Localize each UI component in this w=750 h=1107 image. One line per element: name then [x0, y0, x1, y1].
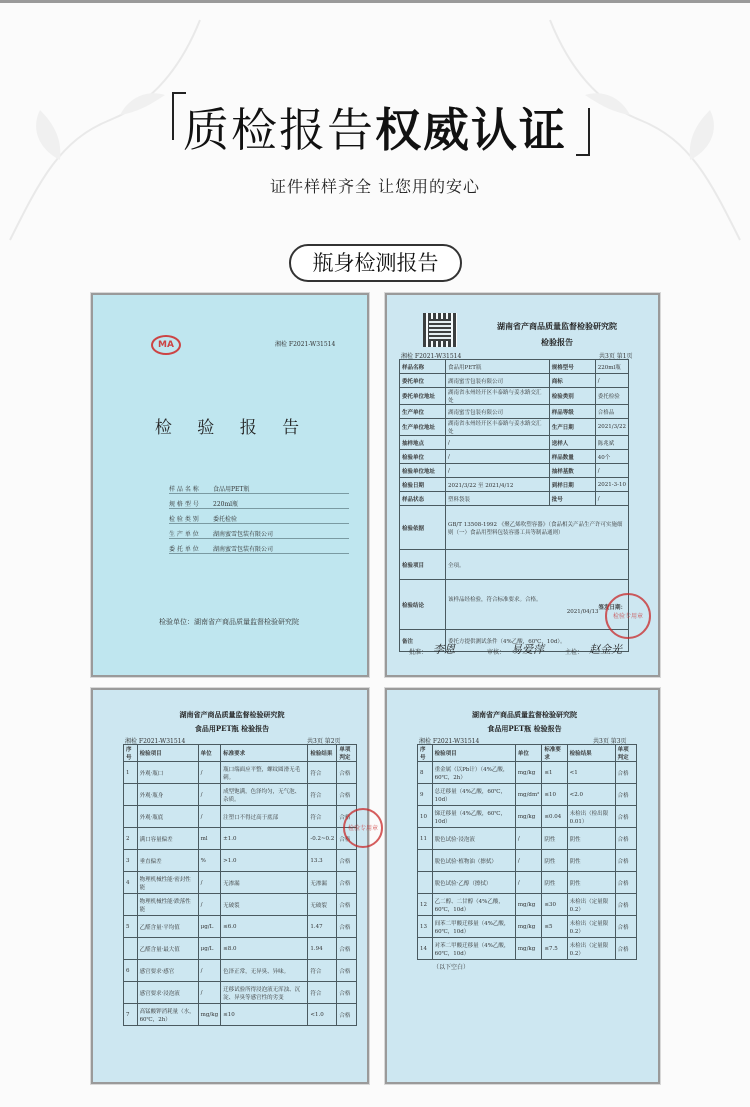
report-info-row: [400, 436, 629, 450]
conclusion-label: 检验结论: [400, 580, 446, 630]
cover-field-value: 湖南蜜雪包装有限公司: [213, 531, 274, 538]
cover-field-row: [169, 526, 349, 539]
table-row: [418, 872, 637, 894]
table-cell: 脱色试验·浸泡液: [432, 828, 515, 850]
table-cell: 合格: [615, 938, 636, 960]
info-label: 委托单位地址: [400, 388, 446, 405]
table-cell: mg/kg: [515, 806, 542, 828]
info-value: 湖南省永州经开区丰泰路与姜水路交汇处: [446, 419, 550, 436]
table-cell: 阴性: [567, 850, 615, 872]
conclusion-value: 该样品经检验，符合标准要求。合格。: [448, 596, 542, 603]
detail2-report-number: 湘检 F2021-W31514: [125, 738, 186, 745]
review-signature: 易爱萍: [511, 643, 544, 656]
table-cell: 成型饱满，色泽均匀，无气泡、杂质。: [221, 784, 308, 806]
detail3-page: 共3页 第3页: [593, 738, 627, 745]
table-cell: 未检出（检出限0.01）: [567, 806, 615, 828]
table-cell: 符合: [308, 762, 337, 784]
basis-label: 检验依据: [400, 506, 446, 550]
table-row: [124, 850, 357, 872]
table-cell: 合格: [337, 960, 357, 982]
table-cell: 14: [418, 938, 433, 960]
detail3-institute: 湖南省产商品质量监督检验研究院: [472, 710, 577, 719]
chief-label: 主检：: [565, 649, 584, 656]
conclusion-cell: [446, 580, 629, 630]
info-value: /: [446, 450, 550, 464]
table-row: [124, 916, 357, 938]
cover-title: 检 验 报 告: [154, 418, 310, 438]
inspection-stamp: 检验专用章: [605, 593, 651, 639]
table-cell: ≤10: [542, 784, 567, 806]
section-label-badge: 瓶身检测报告: [289, 244, 462, 282]
table-cell: 符合: [308, 960, 337, 982]
info-label: 批号: [549, 492, 595, 506]
table-cell: 阴性: [542, 850, 567, 872]
table-cell: 总迁移量（4%乙酸，60℃，10d）: [432, 784, 515, 806]
table-cell: 垂直偏差: [137, 850, 198, 872]
info-value: 合格品: [595, 405, 628, 419]
table-cell: 瓶口端面应平整，螺纹圆滑无毛刺。: [221, 762, 308, 784]
table-cell: [124, 784, 138, 806]
table-row: [418, 938, 637, 960]
table-row: [418, 894, 637, 916]
info-label: 样品状态: [400, 492, 446, 506]
column-header: 单位: [198, 745, 220, 762]
table-cell: 1: [124, 762, 138, 784]
column-header: 单项判定: [337, 745, 357, 762]
table-cell: -0.2~0.2: [308, 828, 337, 850]
cover-field-row: [169, 511, 349, 524]
table-cell: ±1.0: [221, 828, 308, 850]
info-value: /: [595, 374, 628, 388]
column-header: 检验结果: [308, 745, 337, 762]
table-cell: ≤7.5: [542, 938, 567, 960]
table-cell: 1.47: [308, 916, 337, 938]
table-row: [124, 982, 357, 1004]
table-cell: mg/kg: [515, 762, 542, 784]
table-cell: /: [198, 784, 220, 806]
table-cell: 阴性: [542, 828, 567, 850]
table-cell: >1.0: [221, 850, 308, 872]
table-cell: 无渗漏: [221, 872, 308, 894]
info-label: 样品数量: [549, 450, 595, 464]
items-value: 全项。: [446, 550, 629, 580]
info-value: 40个: [595, 450, 628, 464]
table-cell: 13.3: [308, 850, 337, 872]
report-info-row: [400, 478, 629, 492]
table-cell: 对苯二甲酸迁移量（4%乙酸，60℃，10d）: [432, 938, 515, 960]
table-cell: mg/dm²: [515, 784, 542, 806]
table-cell: 未检出（定量限0.2）: [567, 916, 615, 938]
table-row: [418, 762, 637, 784]
info-label: 生产单位地址: [400, 419, 446, 436]
table-cell: 合格: [615, 894, 636, 916]
table-cell: mg/kg: [198, 1004, 220, 1026]
column-header: 检验结果: [567, 745, 615, 762]
table-cell: 合格: [615, 872, 636, 894]
page-subtitle: 证件样样齐全 让您用的安心: [269, 177, 481, 196]
info-value: /: [595, 492, 628, 506]
table-cell: 合格: [615, 850, 636, 872]
table-cell: [418, 850, 433, 872]
table-cell: 乙二醇、二甘醇（4%乙酸，60℃，10d）: [432, 894, 515, 916]
table-cell: 感官要求·感官: [137, 960, 198, 982]
table-cell: 无渗漏: [308, 872, 337, 894]
info-value: 委托检验: [595, 388, 628, 405]
table-cell: 合格: [337, 894, 357, 916]
table-cell: ≤0.04: [542, 806, 567, 828]
cover-field-label: 生 产 单 位: [169, 531, 199, 538]
title-thin-text: 质检报告: [183, 103, 375, 157]
table-cell: ≤1: [542, 762, 567, 784]
report-info-table: [399, 359, 629, 506]
column-header: 检验项目: [432, 745, 515, 762]
info-value: 2021/3/22: [595, 419, 628, 436]
cover-fields: [169, 481, 349, 556]
table-cell: 色泽正常，无异臭、异味。: [221, 960, 308, 982]
table-cell: 7: [124, 1004, 138, 1026]
table-cell: 合格: [337, 806, 357, 828]
detail3-title: 食品用PET瓶 检验报告: [487, 724, 562, 733]
table-cell: <2.0: [567, 784, 615, 806]
table-cell: 5: [124, 916, 138, 938]
table-cell: 满口容量偏差: [137, 828, 198, 850]
detail3-table: [417, 744, 637, 960]
info-value: 陈兆斌: [595, 436, 628, 450]
chief-signature: 赵金光: [589, 643, 622, 656]
table-cell: 12: [418, 894, 433, 916]
info-value: 220ml瓶: [595, 360, 628, 374]
report-info-row: [400, 405, 629, 419]
cover-field-row: [169, 541, 349, 554]
info-label: 检验单位: [400, 450, 446, 464]
info-value: 湖南蜜雪包装有限公司: [446, 405, 550, 419]
table-cell: 阴性: [542, 872, 567, 894]
table-cell: <1: [567, 762, 615, 784]
table-cell: mg/kg: [515, 894, 542, 916]
info-value: 2021-3-10: [595, 478, 628, 492]
report-info-row: [400, 492, 629, 506]
table-cell: /: [198, 894, 220, 916]
table-cell: 符合: [308, 784, 337, 806]
table-cell: 合格: [615, 806, 636, 828]
detail2-institute: 湖南省产商品质量监督检验研究院: [179, 710, 285, 719]
table-cell: 符合: [308, 806, 337, 828]
table-row: [418, 916, 637, 938]
table-row: [124, 960, 357, 982]
table-cell: ml: [198, 828, 220, 850]
info-value: 食品用PET瓶: [446, 360, 550, 374]
cover-field-value: 委托检验: [213, 516, 238, 523]
column-header: 单项判定: [615, 745, 636, 762]
info-label: 抽样地点: [400, 436, 446, 450]
info-label: 商标: [549, 374, 595, 388]
table-row: [418, 850, 637, 872]
table-cell: /: [198, 982, 220, 1004]
table-cell: 感官要求·浸泡液: [137, 982, 198, 1004]
cover-field-value: 220ml瓶: [213, 501, 239, 508]
table-cell: %: [198, 850, 220, 872]
report-info-row: [400, 464, 629, 478]
column-header: 序号: [124, 745, 138, 762]
table-cell: 合格: [337, 1004, 357, 1026]
table-cell: 6: [124, 960, 138, 982]
table-cell: 阴性: [567, 872, 615, 894]
table-cell: /: [515, 872, 542, 894]
table-row: [418, 806, 637, 828]
table-cell: 迁移试验所得浸泡液无浑浊、沉淀、异臭等感官性的劣变: [221, 982, 308, 1004]
page-title: [0, 94, 750, 160]
table-row: [124, 894, 357, 916]
report-info-row: [400, 419, 629, 436]
table-cell: 合格: [615, 828, 636, 850]
info-label: 样品等级: [549, 405, 595, 419]
cover-field-label: 样 品 名 称: [169, 486, 199, 493]
table-cell: ≤5: [542, 916, 567, 938]
table-cell: 8: [418, 762, 433, 784]
page-heading: [0, 78, 750, 168]
table-cell: 锑迁移量（4%乙酸，60℃，10d）: [432, 806, 515, 828]
approve-label: 批准：: [409, 649, 428, 656]
issue-date: 2021/04/13: [566, 608, 599, 615]
table-cell: 脱色试验·植物油（擦拭）: [432, 850, 515, 872]
info-value: /: [595, 464, 628, 478]
detail2-stamp: 检验专用章: [343, 808, 383, 848]
info-label: 规格型号: [549, 360, 595, 374]
cover-field-value: 湖南蜜雪包装有限公司: [213, 546, 274, 553]
cover-field-row: [169, 496, 349, 509]
table-row: [124, 762, 357, 784]
cover-field-label: 检 验 类 别: [169, 516, 199, 523]
title-bold-text: 权威认证: [375, 103, 567, 157]
bracket-right-icon: [576, 108, 590, 156]
cma-logo: MA: [151, 335, 181, 355]
table-cell: 物理机械性能·密封性能: [137, 872, 198, 894]
table-cell: 11: [418, 828, 433, 850]
table-cell: 阴性: [567, 828, 615, 850]
info-label: 抽样基数: [549, 464, 595, 478]
column-header: 单位: [515, 745, 542, 762]
table-cell: ≤6.0: [221, 916, 308, 938]
table-cell: 合格: [337, 916, 357, 938]
table-cell: 合格: [615, 784, 636, 806]
table-cell: 合格: [337, 784, 357, 806]
table-cell: 乙醛含量·平均值: [137, 916, 198, 938]
basis-value: GB/T 13508-1992 《聚乙烯吹塑容器》（食品相关产品生产许可实施细则（一）食品用塑料包装容器工具等制品通则）: [446, 506, 629, 550]
info-value: /: [446, 464, 550, 478]
table-cell: 合格: [615, 916, 636, 938]
cover-footer: 检验单位：湖南省产商品质量监督检验研究院: [159, 618, 299, 626]
table-cell: 10: [418, 806, 433, 828]
column-header: 标准要求: [221, 745, 308, 762]
table-cell: 高锰酸钾消耗量（水，60℃，2h）: [137, 1004, 198, 1026]
table-cell: [124, 938, 138, 960]
approve-signature: 李恩: [433, 643, 455, 656]
cover-report-number: 湘检 F2021-W31514: [275, 341, 336, 348]
info-value: 湖南蜜雪包装有限公司: [446, 374, 550, 388]
info-label: 到样日期: [549, 478, 595, 492]
table-cell: μg/L: [198, 916, 220, 938]
table-cell: ≤8.0: [221, 938, 308, 960]
info-label: 委托单位: [400, 374, 446, 388]
report-detail-sheet-2: [91, 688, 378, 1084]
table-cell: [418, 872, 433, 894]
table-cell: mg/kg: [515, 916, 542, 938]
report-cover-sheet: [91, 293, 369, 677]
report-page: 共3页 第1页: [599, 353, 633, 360]
table-row: [124, 784, 357, 806]
table-row: [124, 828, 357, 850]
table-cell: 合格: [337, 982, 357, 1004]
review-label: 审核：: [487, 649, 506, 656]
report-institute: 湖南省产商品质量监督检验研究院: [497, 321, 617, 331]
detail3-report-number: 湘检 F2021-W31514: [419, 738, 480, 745]
report-info-row: [400, 360, 629, 374]
table-cell: 4: [124, 872, 138, 894]
table-cell: 3: [124, 850, 138, 872]
report-info-row: [400, 374, 629, 388]
table-row: [418, 828, 637, 850]
info-label: 检验日期: [400, 478, 446, 492]
items-label: 检验项目: [400, 550, 446, 580]
table-cell: [124, 894, 138, 916]
detail2-table: [123, 744, 357, 1026]
table-cell: ≤10: [221, 1004, 308, 1026]
table-cell: 重金属（以Pb计）（4%乙酸，60℃，2h）: [432, 762, 515, 784]
info-label: 样品名称: [400, 360, 446, 374]
table-cell: mg/kg: [515, 938, 542, 960]
remarks-value: 委托方提供测试条件（4%乙酸，60℃，10d）。: [446, 630, 629, 652]
table-cell: 无破裂: [308, 894, 337, 916]
table-cell: 1.94: [308, 938, 337, 960]
table-cell: 乙醛含量·最大值: [137, 938, 198, 960]
remarks-label: 备注: [400, 630, 446, 652]
info-value: /: [446, 436, 550, 450]
table-row: [124, 1004, 357, 1026]
table-cell: 未检出（定量限0.2）: [567, 894, 615, 916]
table-cell: 外观·瓶身: [137, 784, 198, 806]
table-cell: 合格: [337, 828, 357, 850]
cover-field-label: 委 托 单 位: [169, 546, 199, 553]
table-row: [418, 784, 637, 806]
info-label: 生产日期: [549, 419, 595, 436]
info-value: 塑料袋装: [446, 492, 550, 506]
detail3-blank-note: （以下空白）: [433, 964, 470, 971]
table-cell: [124, 806, 138, 828]
table-cell: /: [515, 828, 542, 850]
table-cell: 合格: [337, 762, 357, 784]
info-value: 2021/3/22 至 2021/4/12: [446, 478, 550, 492]
info-value: 湖南省永州经开区丰泰路与姜水路交汇处: [446, 388, 550, 405]
table-cell: /: [198, 872, 220, 894]
table-cell: /: [198, 960, 220, 982]
table-cell: ≤30: [542, 894, 567, 916]
report-detail-sheet-3: [385, 688, 660, 1084]
table-cell: 未检出（定量限0.2）: [567, 938, 615, 960]
cover-field-label: 规 格 型 号: [169, 501, 199, 508]
table-cell: 2: [124, 828, 138, 850]
table-cell: 符合: [308, 982, 337, 1004]
table-cell: 间苯二甲酸迁移量（4%乙酸，60℃，10d）: [432, 916, 515, 938]
table-cell: 注塑口不得过高于底部: [221, 806, 308, 828]
info-label: 生产单位: [400, 405, 446, 419]
detail2-title: 食品用PET瓶 检验报告: [194, 724, 270, 733]
report-info-row: [400, 388, 629, 405]
table-cell: 无破裂: [221, 894, 308, 916]
table-cell: /: [198, 806, 220, 828]
table-cell: 合格: [615, 762, 636, 784]
table-cell: 物理机械性能·跌落性能: [137, 894, 198, 916]
table-cell: /: [515, 850, 542, 872]
table-cell: 9: [418, 784, 433, 806]
info-label: 检验单位地址: [400, 464, 446, 478]
table-row: [124, 938, 357, 960]
table-cell: 13: [418, 916, 433, 938]
table-row: [124, 806, 357, 828]
report-number: 湘检 F2021-W31514: [401, 353, 462, 360]
issue-label: 签发日期：: [598, 604, 626, 611]
cover-field-value: 食品用PET瓶: [213, 486, 250, 493]
table-cell: 合格: [337, 938, 357, 960]
cover-field-row: [169, 481, 349, 494]
report-summary-sheet: [385, 293, 660, 677]
table-cell: /: [198, 762, 220, 784]
column-header: 序号: [418, 745, 433, 762]
table-row: [124, 872, 357, 894]
info-label: 检验类别: [549, 388, 595, 405]
table-cell: 脱色试验·乙醇（擦拭）: [432, 872, 515, 894]
table-cell: <1.0: [308, 1004, 337, 1026]
report-info-row: [400, 450, 629, 464]
table-cell: 合格: [337, 850, 357, 872]
table-cell: 外观·瓶口: [137, 762, 198, 784]
table-cell: 外观·瓶底: [137, 806, 198, 828]
table-cell: 合格: [337, 872, 357, 894]
detail2-page: 共3页 第2页: [307, 738, 341, 745]
report-doc-title: 检验报告: [541, 337, 573, 347]
table-cell: [124, 982, 138, 1004]
info-label: 送样人: [549, 436, 595, 450]
report-conclusion-table: [399, 505, 629, 652]
qr-code-icon: [423, 313, 457, 347]
column-header: 标准要求: [542, 745, 567, 762]
column-header: 检验项目: [137, 745, 198, 762]
table-cell: μg/L: [198, 938, 220, 960]
